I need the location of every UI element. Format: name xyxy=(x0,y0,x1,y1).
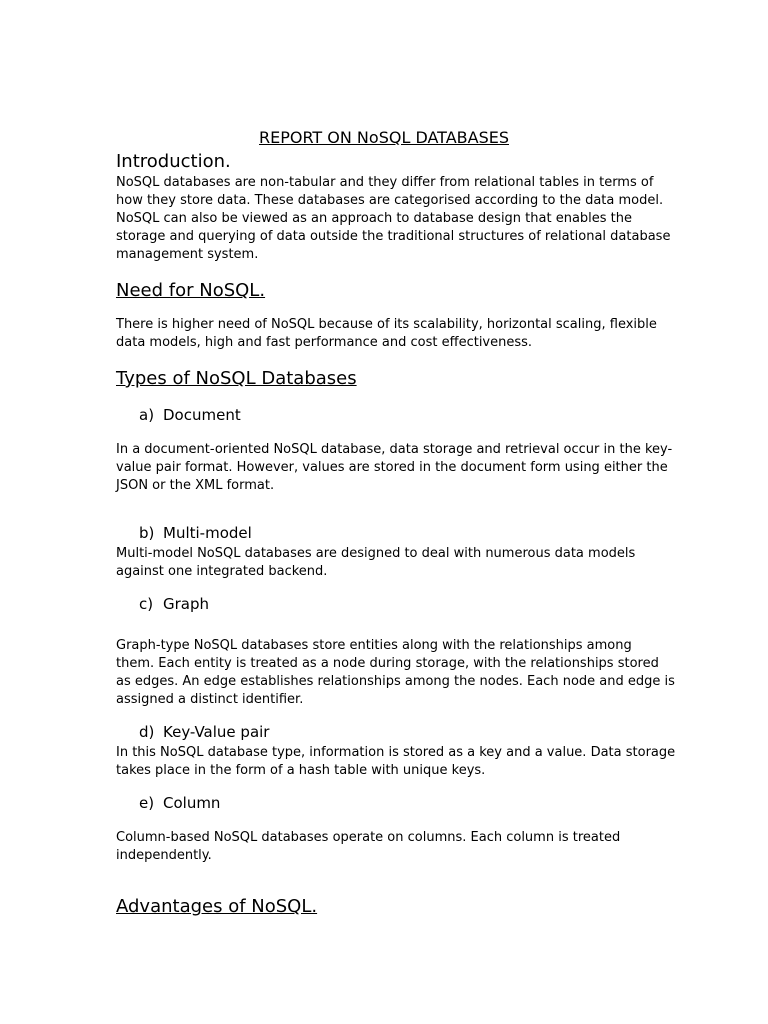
type-name: Document xyxy=(163,406,241,424)
paragraph-line: In a document-oriented NoSQL database, data storage and retrieval occur in the key- xyxy=(116,442,673,457)
paragraph-line: NoSQL can also be viewed as an approach to database design that enables the xyxy=(116,211,633,226)
introduction-paragraph xyxy=(116,174,670,264)
types-heading: Types of NoSQL Databases xyxy=(116,368,357,389)
type-multimodel-paragraph xyxy=(116,545,635,581)
paragraph-line: them. Each entity is treated as a node during storage, with the relationships stored xyxy=(116,656,659,671)
report-title: REPORT ON NoSQL DATABASES xyxy=(259,128,509,147)
paragraph-line: assigned a distinct identifier. xyxy=(116,692,304,707)
paragraph-line: In this NoSQL database type, information is stored as a key and a value. Data storage xyxy=(116,745,676,760)
paragraph-line: takes place in the form of a hash table with unique keys. xyxy=(116,763,486,778)
paragraph-line: management system. xyxy=(116,247,259,262)
paragraph-line: JSON or the XML format. xyxy=(116,478,275,493)
need-paragraph xyxy=(116,316,657,352)
introduction-heading: Introduction. xyxy=(116,151,231,172)
paragraph-line: data models, high and fast performance and cost effectiveness. xyxy=(116,335,533,350)
paragraph-line: as edges. An edge establishes relationships among the nodes. Each node and edge is xyxy=(116,674,675,689)
type-name: Column xyxy=(163,794,221,812)
type-multimodel-heading xyxy=(139,524,252,542)
type-name: Key-Value pair xyxy=(163,723,270,741)
type-keyvalue-paragraph xyxy=(116,744,675,780)
type-graph-paragraph xyxy=(116,637,675,709)
paragraph-line: Multi-model NoSQL databases are designed to deal with numerous data models xyxy=(116,546,636,561)
paragraph-line: Column-based NoSQL databases operate on columns. Each column is treated xyxy=(116,830,621,845)
type-keyvalue-heading xyxy=(139,723,269,741)
paragraph-line: storage and querying of data outside the traditional structures of relational database xyxy=(116,229,671,244)
list-marker: d) xyxy=(139,723,155,741)
list-marker: c) xyxy=(139,595,154,613)
paragraph-line: Graph-type NoSQL databases store entities along with the relationships among xyxy=(116,638,632,653)
type-document-paragraph xyxy=(116,441,672,495)
paragraph-line: There is higher need of NoSQL because of its scalability, horizontal scaling, flexible xyxy=(116,317,657,332)
list-marker: e) xyxy=(139,794,155,812)
type-name: Multi-model xyxy=(163,524,252,542)
type-column-heading xyxy=(139,794,220,812)
type-column-paragraph xyxy=(116,829,620,865)
need-heading: Need for NoSQL. xyxy=(116,280,266,301)
paragraph-line: NoSQL databases are non-tabular and they differ from relational tables in terms of xyxy=(116,175,654,190)
list-marker: b) xyxy=(139,524,155,542)
type-document-heading xyxy=(139,406,241,424)
paragraph-line: value pair format. However, values are stored in the document form using either the xyxy=(116,460,668,475)
advantages-heading: Advantages of NoSQL. xyxy=(116,896,318,917)
paragraph-line: independently. xyxy=(116,848,212,863)
paragraph-line: how they store data. These databases are categorised according to the data model. xyxy=(116,193,664,208)
type-name: Graph xyxy=(163,595,210,613)
paragraph-line: against one integrated backend. xyxy=(116,564,328,579)
list-marker: a) xyxy=(139,406,155,424)
type-graph-heading xyxy=(139,595,209,613)
